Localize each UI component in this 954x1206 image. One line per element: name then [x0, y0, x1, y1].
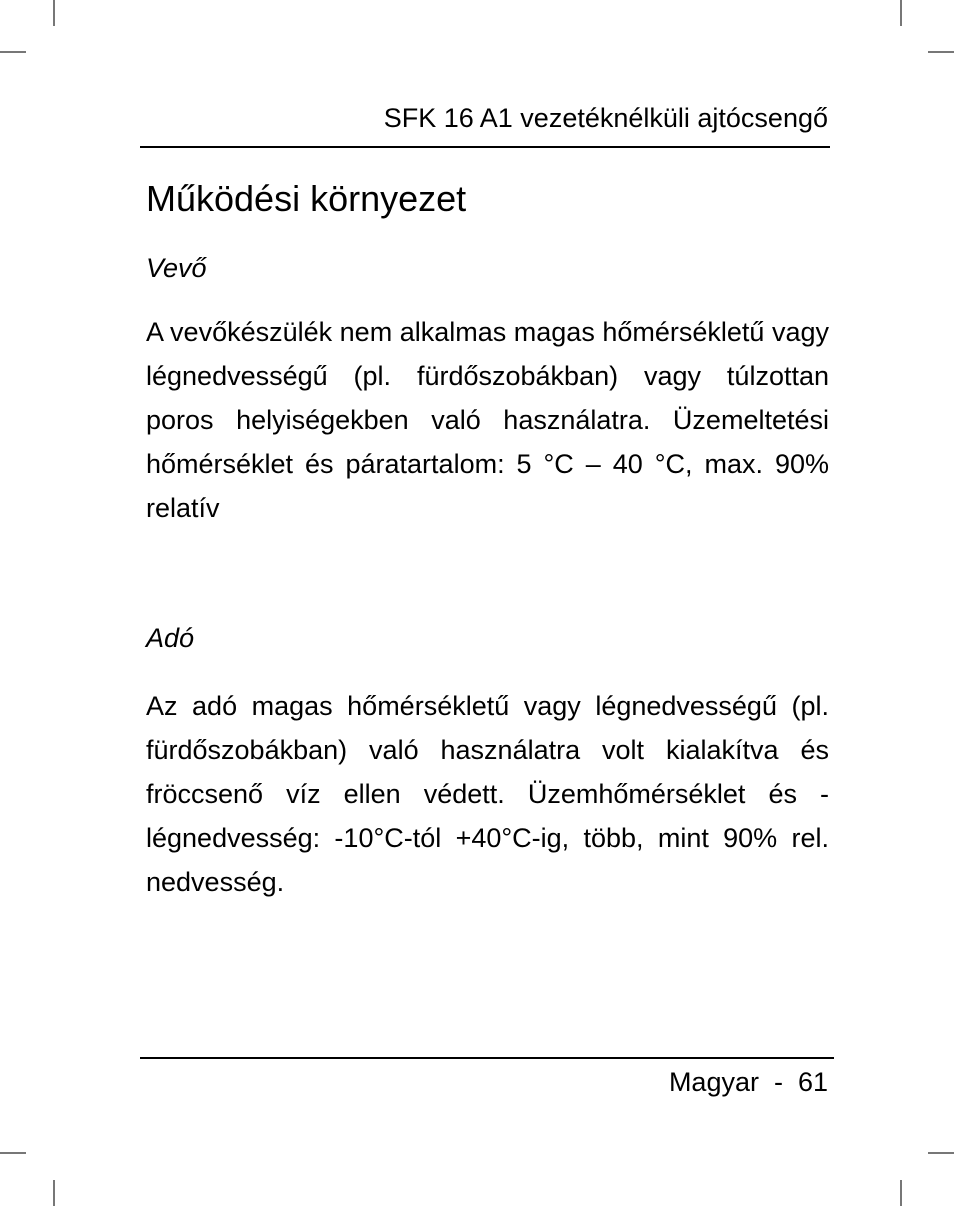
header-rule [140, 146, 830, 148]
page-footer-label: Magyar - 61 [668, 1067, 828, 1097]
footer-rule [140, 1057, 834, 1059]
transmitter-heading: Adó [146, 623, 195, 653]
crop-mark-bottom-left-horizontal [0, 1152, 26, 1154]
receiver-heading: Vevő [146, 253, 207, 283]
transmitter-paragraph: Az adó magas hőmérsékletű vagy légnedvességű (pl. fürdőszobákban) való használatra volt kialakítva és fröccsenő víz ellen védett. Üzemhőmérséklet és -légnedvesség: -10°C-tól +40°C-ig, több, mint 90% rel. nedvesség. [146, 691, 829, 897]
crop-mark-top-left-vertical [53, 0, 55, 26]
receiver-paragraph: A vevőkészülék nem alkalmas magas hőmérsékletű vagy légnedvességű (pl. fürdőszobákban) vagy túlzottan poros helyiségekben való használatra. Üzemeltetési hőmérséklet és páratartalom: 5 °C – 40 °C, max. 90% relatív [146, 317, 829, 523]
crop-mark-bottom-left-vertical [53, 1180, 55, 1206]
section-title: Működési környezet [146, 178, 467, 219]
crop-mark-top-right-horizontal [928, 51, 954, 53]
crop-mark-top-left-horizontal [0, 51, 26, 53]
crop-mark-top-right-vertical [900, 0, 902, 26]
crop-mark-bottom-right-horizontal [928, 1152, 954, 1154]
crop-mark-bottom-right-vertical [900, 1180, 902, 1206]
running-header-title: SFK 16 A1 vezetéknélküli ajtócsengő [383, 103, 828, 133]
